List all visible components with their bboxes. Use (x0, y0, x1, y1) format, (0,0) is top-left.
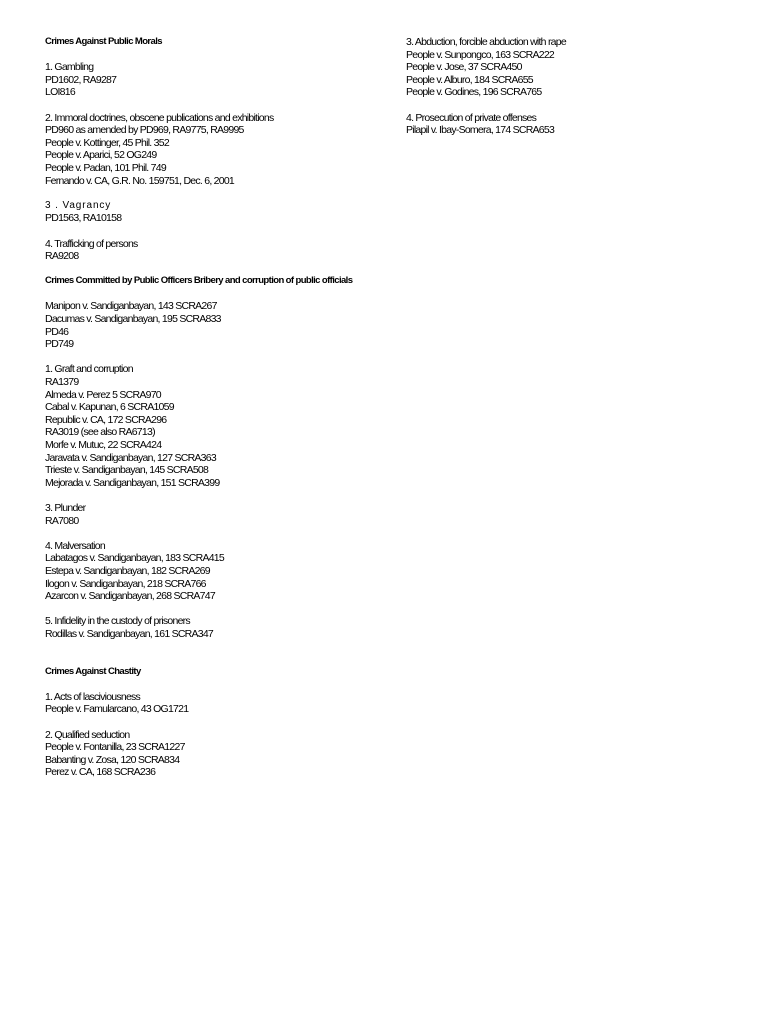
citation-line: Dacumas v. Sandiganbayan, 195 SCRA833 (45, 313, 221, 326)
citation-line: RA9208 (45, 250, 79, 263)
citation-line: Almeda v. Perez 5 SCRA970 (45, 388, 161, 401)
citation-line: Morfe v. Mutuc, 22 SCRA424 (45, 439, 162, 451)
citation-line: People v. Aparici, 52 OG249 (45, 149, 157, 162)
citation-line: People v. Fontanilla, 23 SCRA1227 (45, 741, 185, 754)
citation-line: RA7080 (45, 514, 79, 527)
citation-line: People v. Kottinger, 45 Phil. 352 (45, 136, 169, 149)
group-title: 3. Plunder (45, 501, 86, 514)
citation-line: People v. Godines, 196 SCRA765 (406, 86, 542, 99)
left-column (45, 36, 375, 792)
group-title: 3 . Vagrancy (45, 199, 112, 211)
citation-line: Mejorada v. Sandiganbayan, 151 SCRA399 (45, 476, 220, 489)
citation-line: Cabal v. Kapunan, 6 SCRA1059 (45, 401, 174, 414)
citation-line: Fernando v. CA, G.R. No. 159751, Dec. 6, 2001 (45, 174, 235, 187)
citation-line: PD960 as amended by PD969, RA9775, RA9995 (45, 124, 244, 137)
citation-line: Pilapil v. Ibay-Somera, 174 SCRA653 (406, 124, 555, 137)
citation-line: PD1563, RA10158 (45, 212, 122, 225)
citation-line: People v. Jose, 37 SCRA450 (406, 61, 522, 74)
group-title: 5. Infidelity in the custody of prisoners (45, 615, 190, 628)
right-column (406, 36, 736, 149)
section (45, 36, 375, 263)
citation-group (45, 200, 375, 225)
citation-group (45, 238, 375, 263)
group-title: 4. Trafficking of persons (45, 237, 138, 250)
citation-line: RA3019 (see also RA6713) (45, 426, 155, 439)
citation-line: Babanting v. Zosa, 120 SCRA834 (45, 753, 180, 766)
citation-group (45, 615, 375, 640)
citation-group (45, 540, 375, 603)
section-heading: Crimes Against Public Morals (45, 36, 162, 47)
citation-line: Republic v. CA, 172 SCRA296 (45, 413, 167, 426)
citation-line: Ilogon v. Sandiganbayan, 218 SCRA766 (45, 577, 206, 590)
section (45, 275, 375, 665)
group-title: 4. Malversation (45, 539, 105, 552)
group-title: 4. Prosecution of private offenses (406, 111, 537, 124)
citation-line: PD749 (45, 338, 74, 351)
citation-line: LOI816 (45, 86, 75, 99)
citation-line: PD1602, RA9287 (45, 73, 117, 86)
group-title: Manipon v. Sandiganbayan, 143 SCRA267 (45, 300, 217, 313)
citation-line: Rodillas v. Sandiganbayan, 161 SCRA347 (45, 627, 214, 640)
section-heading: Crimes Committed by Public Officers Bribery and corruption of public officials (45, 275, 353, 287)
group-title: 1. Gambling (45, 61, 94, 74)
citation-group (45, 112, 375, 188)
citation-line: Jaravata v. Sandiganbayan, 127 SCRA363 (45, 451, 216, 464)
citation-line: People v. Famularcano, 43 OG1721 (45, 703, 189, 716)
citation-line: RA1379 (45, 376, 79, 389)
citation-group (45, 691, 375, 716)
citation-line: Perez v. CA, 168 SCRA236 (45, 766, 156, 779)
citation-group (45, 300, 375, 350)
citation-line: Labatagos v. Sandiganbayan, 183 SCRA415 (45, 552, 224, 565)
citation-line: Estepa v. Sandiganbayan, 182 SCRA269 (45, 564, 210, 577)
citation-group (406, 36, 736, 99)
group-title: 2. Qualified seduction (45, 728, 130, 741)
citation-group (406, 112, 736, 137)
citation-group (45, 363, 375, 489)
citation-group (45, 502, 375, 527)
group-title: 1. Graft and corruption (45, 363, 133, 376)
citation-line: Trieste v. Sandiganbayan, 145 SCRA508 (45, 464, 209, 477)
section-heading: Crimes Against Chastity (45, 665, 141, 677)
citation-line: PD46 (45, 325, 69, 338)
group-title: 2. Immoral doctrines, obscene publications and exhibitions (45, 111, 274, 124)
group-title: 1. Acts of lasciviousness (45, 690, 141, 703)
citation-line: Azarcon v. Sandiganbayan, 268 SCRA747 (45, 590, 215, 603)
section (45, 666, 375, 779)
citation-group (45, 61, 375, 99)
spacer (45, 653, 375, 666)
citation-line: People v. Alburo, 184 SCRA655 (406, 73, 533, 86)
citation-group (45, 729, 375, 779)
citation-line: People v. Sunpongco, 163 SCRA222 (406, 48, 555, 61)
citation-line: People v. Padan, 101 Phil. 749 (45, 161, 166, 174)
group-title: 3. Abduction, forcible abduction with rape (406, 36, 566, 48)
